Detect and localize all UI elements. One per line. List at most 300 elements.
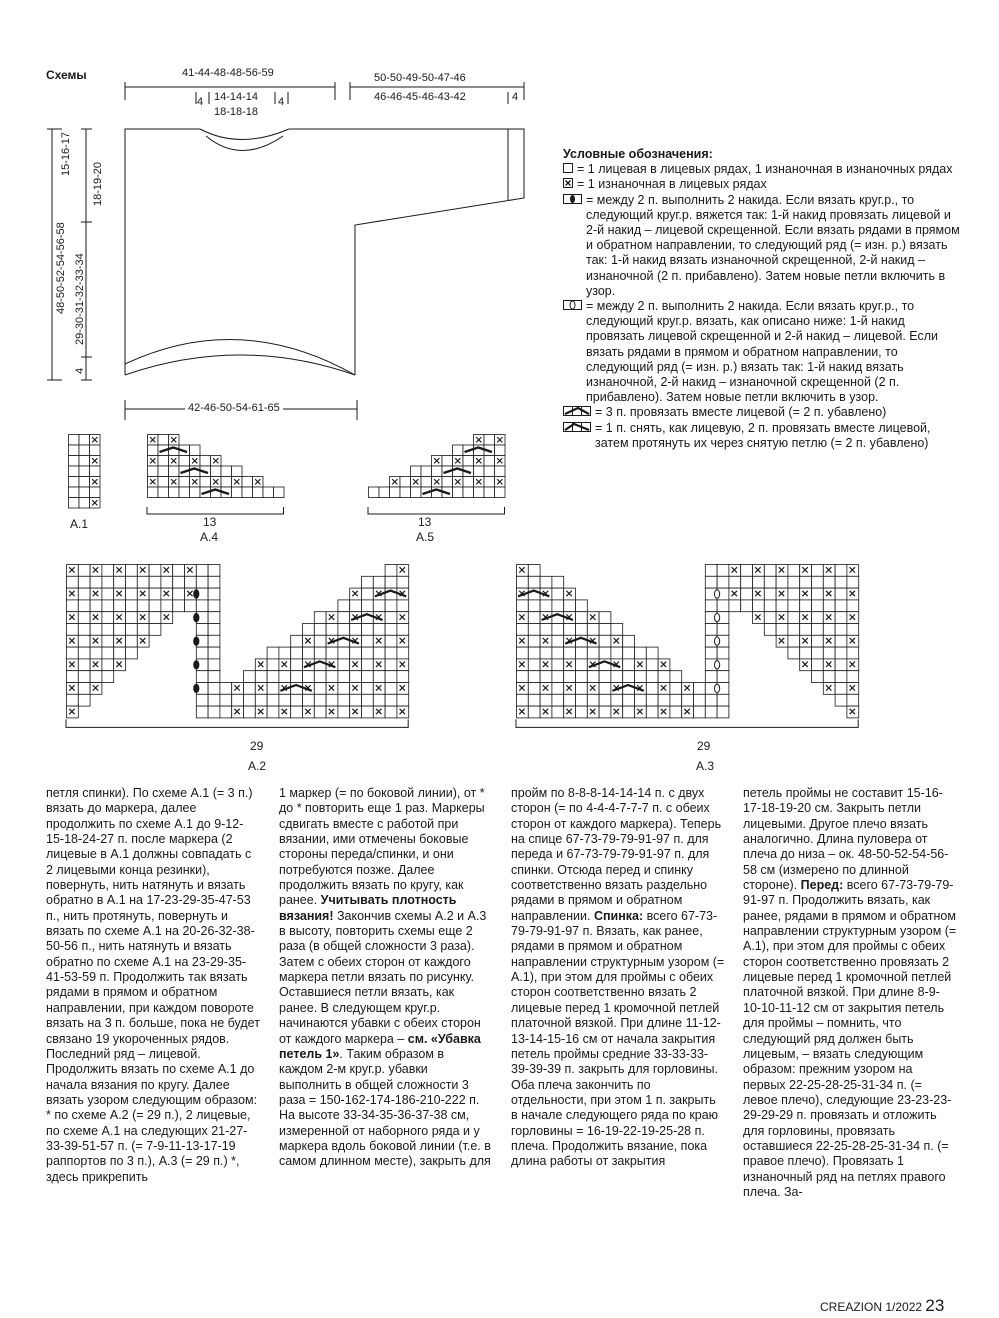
chart-cell	[528, 647, 540, 659]
chart-cell	[379, 487, 390, 498]
chart-cell	[635, 694, 647, 706]
chart-cell	[835, 671, 847, 683]
chart-cell	[67, 624, 79, 636]
chart-cell	[78, 624, 90, 636]
chart-cell	[69, 466, 80, 477]
chart-cell	[517, 576, 529, 588]
dim-four-left: 4	[197, 96, 204, 108]
chart-cell	[102, 612, 114, 624]
chart-cell	[362, 659, 374, 671]
chart-a2-label: A.2	[248, 759, 267, 773]
chart-cell	[362, 588, 374, 600]
chart-cell	[540, 576, 552, 588]
chart-cell	[442, 456, 453, 467]
chart-cell	[126, 624, 138, 636]
chart-cell	[79, 445, 90, 456]
chart-cell	[67, 600, 79, 612]
chart-cell	[463, 487, 474, 498]
chart-cell	[812, 576, 824, 588]
chart-cell	[552, 600, 564, 612]
legend-item-knit: = 1 лицевая в лицевых рядах, 1 изнаночная в изнаночных рядах	[563, 162, 963, 177]
chart-cell	[847, 624, 859, 636]
chart-cell	[623, 671, 635, 683]
chart-cell	[267, 647, 279, 659]
sk2p-icon	[563, 421, 592, 451]
chart-cell	[200, 456, 211, 467]
chart-cell	[102, 659, 114, 671]
chart-cell	[69, 498, 80, 509]
chart-cell	[373, 600, 385, 612]
chart-cell	[314, 694, 326, 706]
chart-cell	[847, 600, 859, 612]
legend-item-k3tog: = 3 п. провязать вместе лицевой (= 2 п. убавлено)	[563, 405, 963, 420]
chart-cell	[552, 624, 564, 636]
chart-cell	[552, 671, 564, 683]
chart-cell	[397, 694, 409, 706]
chart-cell	[208, 588, 220, 600]
chart-cell	[196, 694, 208, 706]
chart-cell	[78, 659, 90, 671]
chart-cell	[528, 612, 540, 624]
chart-cell	[149, 576, 161, 588]
chart-cell	[291, 694, 303, 706]
chart-cell	[69, 456, 80, 467]
chart-a4-count: 13	[203, 515, 217, 529]
chart-cell	[442, 477, 453, 488]
chart-cell	[835, 576, 847, 588]
chart-cell	[90, 647, 102, 659]
chart-cell	[90, 487, 101, 498]
chart-cell	[208, 565, 220, 577]
chart-cell	[373, 576, 385, 588]
chart-cell	[169, 487, 180, 498]
chart-cell	[812, 600, 824, 612]
chart-cell	[835, 565, 847, 577]
chart-cell	[385, 694, 397, 706]
chart-cell	[78, 694, 90, 706]
chart-cell	[314, 612, 326, 624]
chart-cell	[463, 477, 474, 488]
chart-cell	[741, 588, 753, 600]
chart-cell	[646, 659, 658, 671]
chart-cell	[528, 565, 540, 577]
chart-cell	[528, 635, 540, 647]
chart-cell	[137, 600, 149, 612]
chart-cell	[78, 612, 90, 624]
chart-cell	[717, 706, 729, 718]
chart-cell	[137, 576, 149, 588]
chart-a4-label: A.4	[200, 530, 219, 544]
legend-title: Условные обозначения:	[563, 147, 713, 161]
chart-cell	[385, 706, 397, 718]
chart-cell	[338, 694, 350, 706]
chart-cell	[823, 576, 835, 588]
chart-cell	[587, 647, 599, 659]
chart-cell	[362, 635, 374, 647]
yarn-over-mark	[194, 661, 199, 669]
dim-top-width: 41-44-48-48-56-59	[182, 67, 274, 79]
text-column-1	[46, 786, 261, 1185]
chart-cell	[847, 671, 859, 683]
chart-cell	[326, 694, 338, 706]
chart-cell	[421, 477, 432, 488]
chart-cell	[303, 647, 315, 659]
chart-cell	[385, 624, 397, 636]
chart-cell	[78, 588, 90, 600]
chart-cell	[835, 659, 847, 671]
chart-cell	[764, 565, 776, 577]
text-column-2	[279, 786, 491, 1170]
dim-bottom-width: 42-46-50-54-61-65	[185, 402, 283, 414]
chart-cell	[196, 671, 208, 683]
chart-cell	[411, 487, 422, 498]
chart-cell	[635, 647, 647, 659]
chart-cell	[255, 694, 267, 706]
chart-cell	[338, 612, 350, 624]
chart-cell	[670, 683, 682, 695]
chart-cell	[158, 477, 169, 488]
chart-cell	[221, 466, 232, 477]
chart-cell	[196, 576, 208, 588]
chart-cell	[161, 576, 173, 588]
chart-cell	[495, 445, 506, 456]
chart-cell	[314, 683, 326, 695]
chart-cell	[717, 600, 729, 612]
chart-cell	[78, 647, 90, 659]
chart-cell	[474, 487, 485, 498]
chart-cell	[823, 671, 835, 683]
chart-cell	[576, 600, 588, 612]
chart-cell	[102, 647, 114, 659]
chart-cell	[291, 706, 303, 718]
chart-cell	[587, 671, 599, 683]
chart-cell	[303, 624, 315, 636]
chart-cell	[220, 706, 232, 718]
chart-cell	[291, 635, 303, 647]
chart-cell	[484, 456, 495, 467]
chart-cell	[484, 487, 495, 498]
chart-cell	[79, 435, 90, 446]
chart-cell	[576, 624, 588, 636]
chart-cell	[114, 647, 126, 659]
chart-cell	[69, 487, 80, 498]
chart-cell	[338, 706, 350, 718]
chart-cell	[800, 647, 812, 659]
chart-cell	[646, 683, 658, 695]
chart-cell	[788, 576, 800, 588]
chart-cell	[835, 624, 847, 636]
chart-cell	[528, 694, 540, 706]
chart-cell	[373, 647, 385, 659]
chart-cell	[161, 600, 173, 612]
chart-cell	[158, 466, 169, 477]
chart-cell	[576, 612, 588, 624]
chart-cell	[185, 600, 197, 612]
chart-cell	[835, 694, 847, 706]
chart-cell	[528, 624, 540, 636]
chart-a5-label: A.5	[416, 530, 435, 544]
chart-cell	[314, 624, 326, 636]
chart-cell	[517, 694, 529, 706]
chart-cell	[303, 694, 315, 706]
chart-cell	[255, 671, 267, 683]
x-cell-icon	[563, 177, 574, 192]
chart-cell	[800, 576, 812, 588]
chart-cell	[385, 659, 397, 671]
chart-a3-grid	[512, 560, 932, 760]
chart-cell	[432, 466, 443, 477]
chart-cell	[350, 647, 362, 659]
chart-cell	[114, 624, 126, 636]
chart-cell	[67, 671, 79, 683]
chart-cell	[350, 671, 362, 683]
chart-cell	[79, 477, 90, 488]
chart-cell	[717, 694, 729, 706]
chart-cell	[776, 576, 788, 588]
chart-cell	[148, 487, 159, 498]
chart-cell	[385, 600, 397, 612]
chart-cell	[776, 600, 788, 612]
chart-cell	[540, 694, 552, 706]
chart-a5-count: 13	[418, 515, 432, 529]
chart-cell	[847, 694, 859, 706]
yarn-over-mark	[715, 637, 720, 645]
chart-cell	[267, 671, 279, 683]
chart-cell	[517, 671, 529, 683]
schemes-title: Схемы	[46, 68, 87, 82]
chart-width-bracket	[368, 507, 505, 514]
chart-cell	[812, 565, 824, 577]
chart-cell	[208, 600, 220, 612]
chart-cell	[149, 600, 161, 612]
dim-body-height: 29-30-31-32-33-34	[74, 253, 86, 345]
chart-cell	[220, 694, 232, 706]
chart-cell	[242, 487, 253, 498]
dim-neck-1: 14-14-14	[214, 91, 259, 103]
chart-cell	[373, 694, 385, 706]
chart-a1-grid	[66, 432, 102, 512]
chart-cell	[79, 498, 90, 509]
chart-cell	[102, 565, 114, 577]
chart-cell	[705, 647, 717, 659]
chart-cell	[385, 565, 397, 577]
chart-cell	[90, 671, 102, 683]
chart-cell	[788, 635, 800, 647]
filled-oval-cell-icon	[563, 193, 583, 299]
chart-cell	[263, 487, 274, 498]
chart-cell	[362, 624, 374, 636]
chart-cell	[694, 683, 706, 695]
chart-cell	[232, 694, 244, 706]
chart-cell	[463, 456, 474, 467]
chart-cell	[67, 647, 79, 659]
chart-cell	[149, 565, 161, 577]
chart-cell	[540, 647, 552, 659]
chart-cell	[69, 477, 80, 488]
chart-cell	[528, 576, 540, 588]
chart-cell	[173, 576, 185, 588]
chart-cell	[158, 487, 169, 498]
chart-cell	[812, 624, 824, 636]
chart-cell	[576, 683, 588, 695]
chart-cell	[126, 565, 138, 577]
chart-cell	[78, 683, 90, 695]
chart-cell	[599, 647, 611, 659]
chart-cell	[232, 466, 243, 477]
legend-item-yo-filled: = между 2 п. выполнить 2 накида. Если вязать круг.р., то следующий круг.р. вяжется так: 1-й накид провязать лицевой и 2-й накид – лицевой скрещенной. Если вязать рядами в прямом и обратном направлении, то следующий ряд (= изн. р.) вязать так: 1-й накид вязать изнаночной скрещенной, 2-й накид – изнаночной (2 п. прибавлено). Затем новые петли включить в узор.	[563, 193, 963, 299]
chart-cell	[326, 671, 338, 683]
chart-cell	[776, 624, 788, 636]
chart-cell	[78, 671, 90, 683]
chart-cell	[729, 576, 741, 588]
empty-oval-cell-icon	[563, 299, 583, 405]
chart-cell	[552, 683, 564, 695]
chart-cell	[385, 576, 397, 588]
chart-cell	[835, 635, 847, 647]
chart-cell	[102, 624, 114, 636]
chart-width-bracket	[516, 719, 858, 727]
legend	[563, 147, 963, 451]
chart-cell	[338, 659, 350, 671]
chart-cell	[314, 671, 326, 683]
yarn-over-mark	[715, 590, 720, 598]
chart-cell	[474, 466, 485, 477]
chart-cell	[148, 466, 159, 477]
chart-cell	[78, 576, 90, 588]
chart-cell	[741, 600, 753, 612]
chart-cell	[646, 671, 658, 683]
sweater-schematic	[0, 0, 560, 430]
chart-cell	[670, 706, 682, 718]
chart-cell	[114, 576, 126, 588]
text-column-4	[743, 786, 957, 1200]
chart-cell	[69, 445, 80, 456]
chart-cell	[552, 706, 564, 718]
chart-cell	[717, 624, 729, 636]
chart-cell	[148, 445, 159, 456]
chart-cell	[196, 647, 208, 659]
dim-armhole-1: 15-16-17	[60, 131, 72, 176]
chart-cell	[788, 647, 800, 659]
chart-cell	[694, 694, 706, 706]
chart-cell	[149, 624, 161, 636]
chart-cell	[373, 671, 385, 683]
chart-cell	[362, 600, 374, 612]
chart-cell	[646, 706, 658, 718]
chart-cell	[208, 659, 220, 671]
chart-cell	[102, 635, 114, 647]
chart-cell	[67, 694, 79, 706]
chart-cell	[291, 647, 303, 659]
chart-cell	[528, 683, 540, 695]
chart-cell	[67, 576, 79, 588]
chart-cell	[78, 635, 90, 647]
chart-cell	[564, 647, 576, 659]
chart-cell	[576, 671, 588, 683]
chart-a3-count: 29	[697, 739, 711, 753]
dim-four-right: 4	[278, 96, 285, 108]
chart-width-bracket	[66, 719, 408, 727]
chart-cell	[576, 694, 588, 706]
chart-cell	[196, 706, 208, 718]
chart-cell	[208, 706, 220, 718]
chart-cell	[314, 635, 326, 647]
chart-cell	[540, 624, 552, 636]
chart-cell	[179, 487, 190, 498]
chart-cell	[599, 683, 611, 695]
dim-sleeve-four: 4	[512, 91, 519, 103]
chart-cell	[350, 600, 362, 612]
chart-cell	[823, 600, 835, 612]
chart-cell	[102, 671, 114, 683]
chart-cell	[90, 600, 102, 612]
chart-cell	[835, 600, 847, 612]
chart-cell	[397, 600, 409, 612]
chart-cell	[211, 466, 222, 477]
chart-cell	[102, 600, 114, 612]
chart-cell	[540, 600, 552, 612]
chart-cell	[179, 456, 190, 467]
chart-cell	[788, 565, 800, 577]
chart-cell	[552, 647, 564, 659]
yarn-over-mark	[194, 637, 199, 645]
chart-cell	[564, 694, 576, 706]
chart-cell	[453, 445, 464, 456]
chart-cell	[208, 635, 220, 647]
chart-cell	[242, 477, 253, 488]
chart-cell	[279, 647, 291, 659]
chart-cell	[646, 694, 658, 706]
chart-cell	[114, 600, 126, 612]
yarn-over-mark	[194, 590, 199, 598]
decrease-reference: см. «Убавка петель 1»	[279, 1031, 481, 1061]
chart-cell	[267, 659, 279, 671]
chart-cell	[587, 624, 599, 636]
chart-cell	[196, 600, 208, 612]
chart-cell	[232, 487, 243, 498]
chart-cell	[670, 694, 682, 706]
yarn-over-mark	[194, 613, 199, 621]
chart-cell	[623, 706, 635, 718]
yarn-over-mark	[715, 684, 720, 692]
chart-cell	[326, 624, 338, 636]
chart-cell	[90, 624, 102, 636]
page-number: 23	[925, 1296, 945, 1315]
chart-cell	[303, 671, 315, 683]
page-footer	[820, 1296, 944, 1316]
chart-cell	[484, 477, 495, 488]
chart-width-bracket	[147, 507, 284, 514]
chart-cell	[495, 487, 506, 498]
chart-cell	[338, 647, 350, 659]
chart-cell	[253, 487, 264, 498]
chart-a3-label: A.3	[696, 759, 715, 773]
chart-cell	[137, 624, 149, 636]
yarn-over-mark	[715, 613, 720, 621]
chart-cell	[79, 466, 90, 477]
chart-cell	[812, 612, 824, 624]
chart-cell	[173, 588, 185, 600]
chart-cell	[705, 694, 717, 706]
chart-cell	[244, 671, 256, 683]
chart-cell	[611, 624, 623, 636]
column-4-text: петель проймы не составит 15-16-17-18-19-20 см. Закрыть петли лицевыми. Другое плечо вязать аналогично. Длина пуловера от плеча до низа – ок. 48-50-52-54-56-58 см (измерено по длинной стороне). Перед: всего 67-73-79-79-91-97 п. Продолжить вязать, как ранее, рядами в прямом и обратном направлении структурным узором (= A.1), при этом для проймы с обеих сторон соответственно провязать 2 лицевые перед 1 кромочной петлей платочной вязкой. При длине 8-9-10-10-11-12 см от закрытия петель для проймы – помнить, что следующий ряд должен быть лицевым, – вязать следующим образом: прежним узором на первых 22-25-28-25-31-34 п. (= левое плечо), следующие 23-23-23-29-29-29 п. провязать и отложить для горловины, провязать оставшиеся 22-25-28-25-31-34 п. (= правое плечо). Провязать 1 изнаночный ряд на петлях правого плеча. За-	[743, 786, 957, 1199]
chart-cell	[623, 635, 635, 647]
chart-cell	[528, 706, 540, 718]
chart-cell	[552, 694, 564, 706]
chart-cell	[528, 600, 540, 612]
chart-cell	[169, 466, 180, 477]
